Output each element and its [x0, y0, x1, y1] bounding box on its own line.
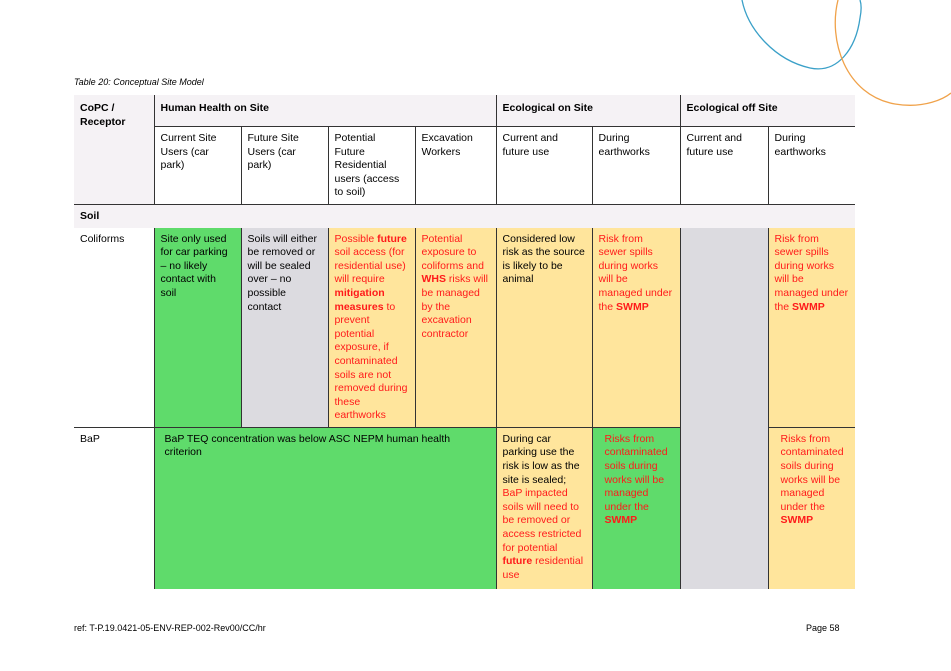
coliforms-eco-on-earthworks-cell: Risk from sewer spills during works will be managed under the SWMP — [592, 228, 680, 428]
subheader-eco-on-earthworks: During earthworks — [592, 127, 680, 205]
coliforms-eco-off-earthworks-cell: Risk from sewer spills during works will be managed under the SWMP — [768, 228, 855, 428]
header-row-2 — [74, 127, 855, 205]
subheader-future-residential: Potential Future Residential users (access to soil) — [328, 127, 415, 205]
row-label-bap: BaP — [74, 427, 154, 589]
page-number: Page 58 — [806, 623, 840, 633]
eco-off-site-header: Ecological off Site — [680, 95, 855, 127]
eco-on-site-header: Ecological on Site — [496, 95, 680, 127]
human-health-header: Human Health on Site — [154, 95, 496, 127]
conceptual-site-model-table — [74, 95, 855, 589]
coliforms-eco-on-current-cell: Considered low risk as the source is likely to be animal — [496, 228, 592, 428]
soil-section-row — [74, 204, 855, 227]
eco-off-current-cell — [680, 228, 768, 590]
subheader-eco-off-earthworks: During earthworks — [768, 127, 855, 205]
subheader-excavation-workers: Excavation Workers — [415, 127, 496, 205]
receptor-header: CoPC / Receptor — [74, 95, 154, 204]
bap-human-health-cell: BaP TEQ concentration was below ASC NEPM human health criterion — [154, 427, 496, 589]
bap-eco-on-current-cell: During car parking use the risk is low as the site is sealed; BaP impacted soils will need to be removed or access restricted for potential future residential use — [496, 427, 592, 589]
soil-label: Soil — [74, 204, 855, 227]
subheader-current-users: Current Site Users (car park) — [154, 127, 241, 205]
coliforms-excavation-workers-cell: Potential exposure to coliforms and WHS risks will be managed by the excavation contractor — [415, 228, 496, 428]
table-caption: Table 20: Conceptual Site Model — [74, 77, 204, 87]
subheader-eco-off-current: Current and future use — [680, 127, 768, 205]
document-reference: ref: T-P.19.0421-05-ENV-REP-002-Rev00/CC/hr — [74, 623, 266, 633]
row-label-coliforms: Coliforms — [80, 232, 125, 245]
coliforms-current-users-cell: Site only used for car parking – no likely contact with soil — [154, 228, 241, 428]
subheader-eco-on-current: Current and future use — [496, 127, 592, 205]
subheader-future-users: Future Site Users (car park) — [241, 127, 328, 205]
bap-eco-on-earthworks-cell: Risks from contaminated soils during works will be managed under the SWMP — [592, 427, 680, 589]
header-row-1 — [74, 95, 855, 127]
coliforms-future-residential-cell: Possible future soil access (for residential use) will require mitigation measures to prevent potential exposure, if contaminated soils are not removed during these earthworks — [328, 228, 415, 428]
bap-eco-off-earthworks-cell: Risks from contaminated soils during works will be managed under the SWMP — [768, 427, 855, 589]
table-row-coliforms — [74, 228, 855, 428]
coliforms-future-users-cell: Soils will either be removed or will be sealed over – no possible contact — [241, 228, 328, 428]
